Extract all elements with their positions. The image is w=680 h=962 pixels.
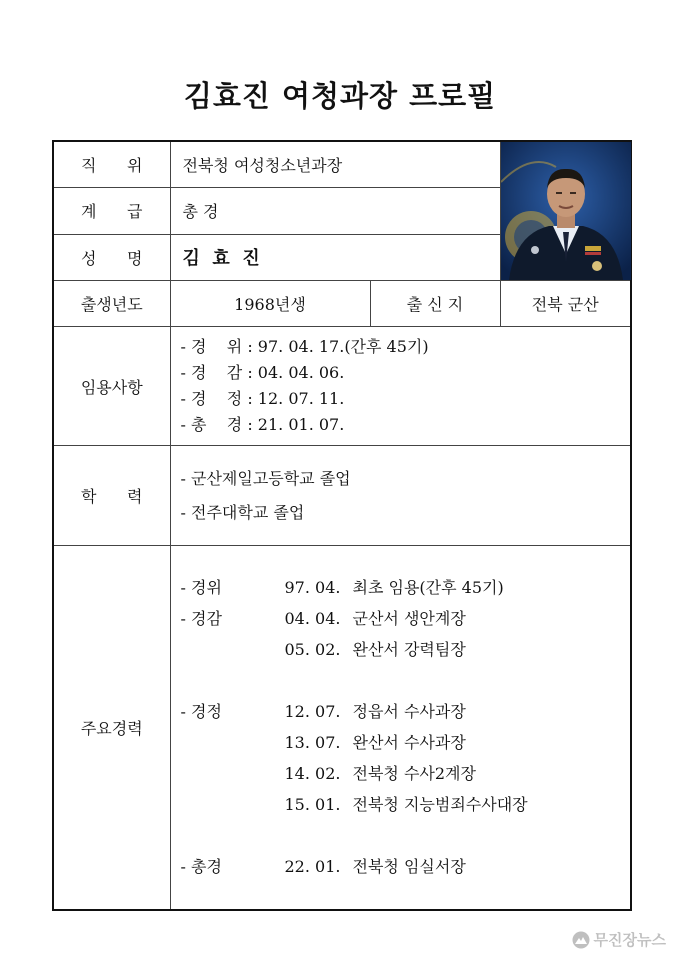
origin-value: 전북 군산 bbox=[500, 281, 631, 327]
profile-table bbox=[52, 140, 632, 911]
rank-label: 계 급 bbox=[53, 188, 170, 235]
origin-label: 출 신 지 bbox=[370, 281, 500, 327]
appointment-item: - 경 위 : 97. 04. 17.(간후 45기) bbox=[180, 337, 429, 356]
name-value: 김 효 진 bbox=[170, 234, 500, 281]
career-item: - 경감 04. 04. 군산서 생안계장 bbox=[180, 609, 466, 629]
position-value: 전북청 여성청소년과장 bbox=[170, 141, 500, 188]
appointment-item: - 경 정 : 12. 07. 11. bbox=[180, 389, 345, 408]
row-career bbox=[53, 546, 631, 910]
career-label: 주요경력 bbox=[53, 546, 170, 910]
career-item: - 경정 12. 07. 정읍서 수사과장 bbox=[180, 702, 466, 722]
profile-photo bbox=[500, 141, 631, 281]
career-list bbox=[170, 546, 631, 910]
birth-value: 1968년생 bbox=[170, 281, 370, 327]
rank-value: 총 경 bbox=[170, 188, 500, 235]
page-title: 김효진 여청과장 프로필 bbox=[183, 79, 497, 113]
career-item: 15. 01. 전북청 지능범죄수사대장 bbox=[284, 795, 528, 815]
education-item: - 군산제일고등학교 졸업 bbox=[180, 468, 351, 488]
position-label: 직 위 bbox=[53, 141, 170, 188]
career-item: 13. 07. 완산서 수사과장 bbox=[284, 733, 466, 753]
watermark bbox=[572, 929, 666, 950]
career-item: 05. 02. 완산서 강력팀장 bbox=[284, 640, 466, 660]
name-label: 성 명 bbox=[53, 234, 170, 281]
watermark-text: 무진장뉴스 bbox=[593, 931, 666, 949]
appointment-label: 임용사항 bbox=[53, 327, 170, 446]
education-label: 학 력 bbox=[53, 446, 170, 546]
row-appointment bbox=[53, 327, 631, 446]
officer-portrait-image bbox=[501, 142, 631, 280]
row-birth bbox=[53, 281, 631, 327]
appointment-item: - 총 경 : 21. 01. 07. bbox=[180, 415, 345, 434]
mountain-logo-icon bbox=[572, 931, 590, 949]
career-item: - 총경 22. 01. 전북청 임실서장 bbox=[180, 857, 466, 877]
appointment-list bbox=[170, 327, 631, 446]
row-position bbox=[53, 141, 631, 188]
education-item: - 전주대학교 졸업 bbox=[180, 502, 305, 522]
career-item: - 경위 97. 04. 최초 임용(간후 45기) bbox=[180, 578, 504, 598]
appointment-item: - 경 감 : 04. 04. 06. bbox=[180, 363, 345, 382]
career-item: 14. 02. 전북청 수사2계장 bbox=[284, 764, 476, 784]
birth-label: 출생년도 bbox=[53, 281, 170, 327]
education-list bbox=[170, 446, 631, 546]
row-education bbox=[53, 446, 631, 546]
